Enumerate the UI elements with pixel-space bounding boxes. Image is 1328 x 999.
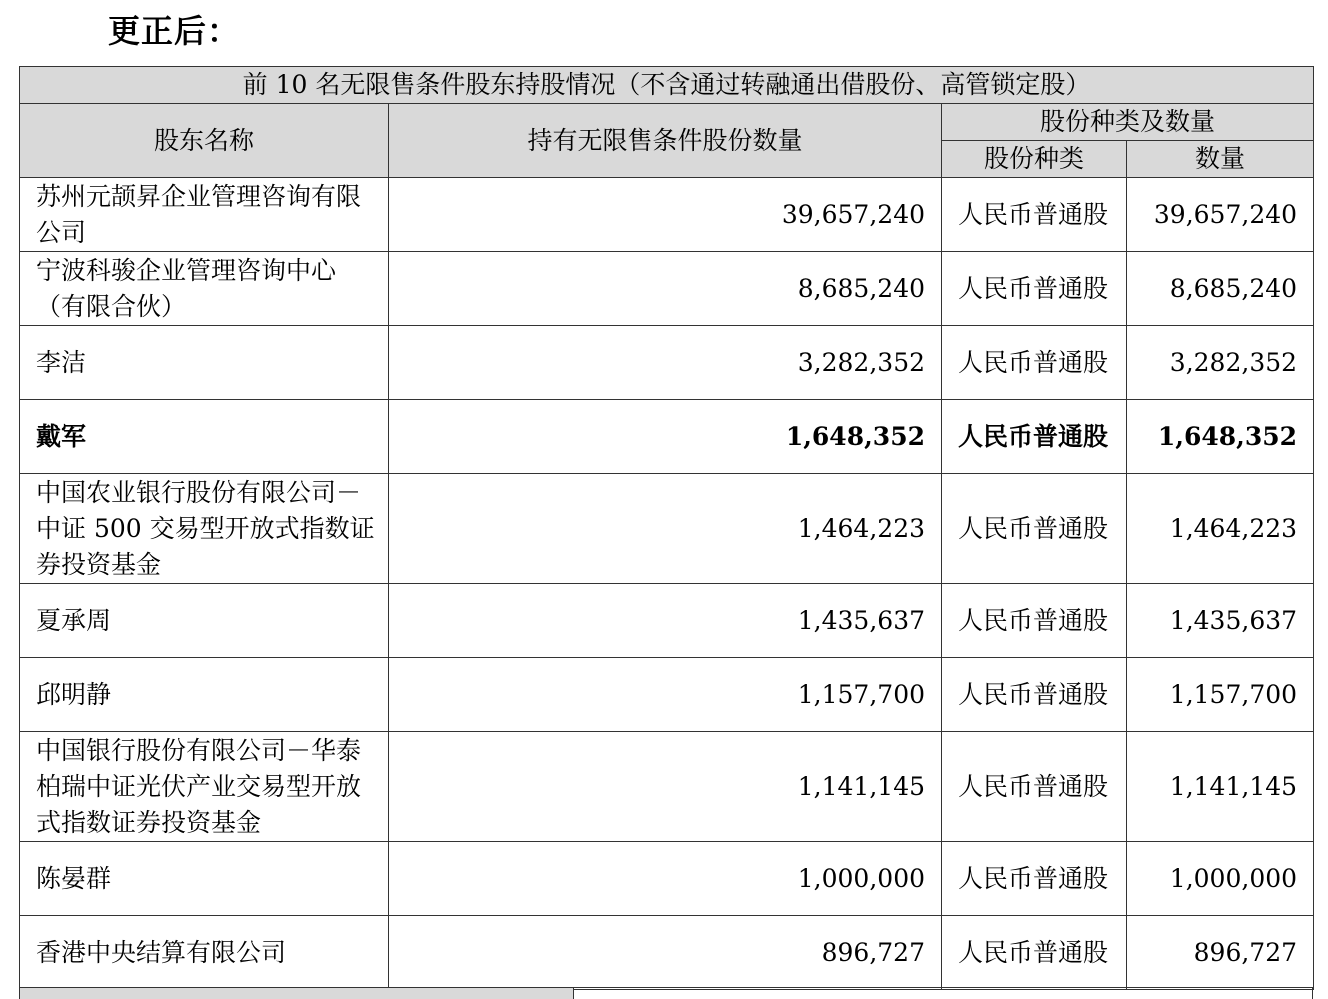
table-row: [20, 584, 1314, 658]
share-amount: 896,727: [1127, 916, 1314, 990]
next-row-cutoff: [19, 987, 1313, 999]
share-amount: 39,657,240: [1127, 178, 1314, 252]
share-kind: 人民币普通股: [942, 252, 1127, 326]
share-kind: 人民币普通股: [942, 474, 1127, 584]
holder-qty: 1,000,000: [389, 842, 942, 916]
holder-qty: 1,648,352: [389, 400, 942, 474]
share-kind: 人民币普通股: [942, 842, 1127, 916]
holder-name: 戴军: [20, 400, 389, 474]
share-amount: 1,648,352: [1127, 400, 1314, 474]
holder-qty: 39,657,240: [389, 178, 942, 252]
share-kind: 人民币普通股: [942, 326, 1127, 400]
holder-qty: 1,435,637: [389, 584, 942, 658]
holder-name: 苏州元颉昇企业管理咨询有限公司: [20, 178, 389, 252]
holder-qty: 3,282,352: [389, 326, 942, 400]
header-holder-name: 股东名称: [20, 104, 389, 178]
share-amount: 1,000,000: [1127, 842, 1314, 916]
header-unrestricted-qty: 持有无限售条件股份数量: [389, 104, 942, 178]
share-kind: 人民币普通股: [942, 584, 1127, 658]
table-row: [20, 658, 1314, 732]
holder-qty: 1,157,700: [389, 658, 942, 732]
share-amount: 3,282,352: [1127, 326, 1314, 400]
table-row: [20, 732, 1314, 842]
table-row: [20, 400, 1314, 474]
share-kind: 人民币普通股: [942, 178, 1127, 252]
header-amount: 数量: [1127, 141, 1314, 178]
share-amount: 8,685,240: [1127, 252, 1314, 326]
table-row: [20, 842, 1314, 916]
holder-name: 宁波科骏企业管理咨询中心（有限合伙）: [20, 252, 389, 326]
share-kind: 人民币普通股: [942, 916, 1127, 990]
header-share-type: 股份种类: [942, 141, 1127, 178]
share-amount: 1,464,223: [1127, 474, 1314, 584]
table-title: 前 10 名无限售条件股东持股情况（不含通过转融通出借股份、高管锁定股）: [20, 67, 1314, 104]
holder-qty: 1,464,223: [389, 474, 942, 584]
table-row: [20, 178, 1314, 252]
holder-qty: 896,727: [389, 916, 942, 990]
holder-name: 中国农业银行股份有限公司－中证 500 交易型开放式指数证券投资基金: [20, 474, 389, 584]
share-amount: 1,157,700: [1127, 658, 1314, 732]
share-kind: 人民币普通股: [942, 400, 1127, 474]
holder-name: 夏承周: [20, 584, 389, 658]
table-row: [20, 252, 1314, 326]
holder-name: 邱明静: [20, 658, 389, 732]
table-row: [20, 474, 1314, 584]
page-heading: 更正后：: [108, 12, 241, 50]
table-row: [20, 326, 1314, 400]
share-kind: 人民币普通股: [942, 658, 1127, 732]
top10-holders-table: [19, 66, 1314, 990]
share-kind: 人民币普通股: [942, 732, 1127, 842]
share-amount: 1,141,145: [1127, 732, 1314, 842]
header-share-type-group: 股份种类及数量: [942, 104, 1314, 141]
holder-name: 中国银行股份有限公司－华泰柏瑞中证光伏产业交易型开放式指数证券投资基金: [20, 732, 389, 842]
holder-name: 陈晏群: [20, 842, 389, 916]
next-row-label-cell: [20, 988, 574, 999]
holder-name: 香港中央结算有限公司: [20, 916, 389, 990]
holder-name: 李洁: [20, 326, 389, 400]
share-amount: 1,435,637: [1127, 584, 1314, 658]
table-row: [20, 916, 1314, 990]
holder-qty: 8,685,240: [389, 252, 942, 326]
holder-qty: 1,141,145: [389, 732, 942, 842]
